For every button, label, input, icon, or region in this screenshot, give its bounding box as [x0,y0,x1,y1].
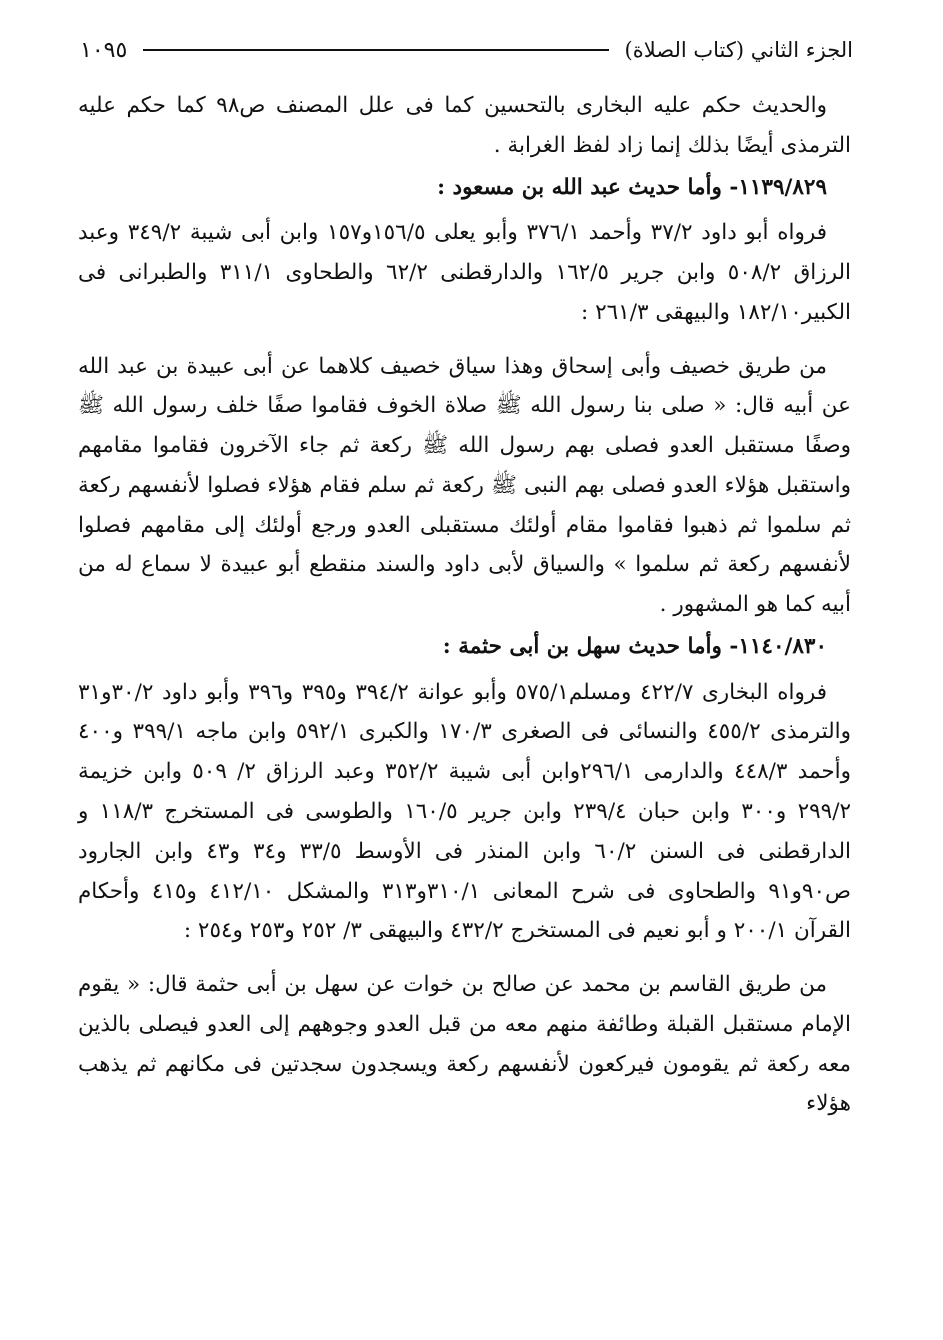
running-header [80,30,853,70]
paragraph: والحديث حكم عليه البخارى بالتحسين كما فى علل المصنف ص٩٨ كما حكم عليه الترمذى أيضًا بذلك إنما زاد لفظ الغرابة . [78,93,851,158]
page-number: ١٠٩٥ [80,37,128,63]
section-heading: ١١٣٩/٨٢٩- وأما حديث عبد الله بن مسعود : [437,174,827,200]
header-rule [143,49,608,51]
page-body [78,86,851,1126]
running-title: الجزء الثاني (كتاب الصلاة) [624,38,853,62]
paragraph: من طريق القاسم بن محمد عن صالح بن خوات عن سهل بن أبى حثمة قال: « يقوم الإمام مستقبل القبلة وطائفة منهم معه من قبل العدو وجوههم إلى العدو فيصلى بالذين معه ركعة ثم يقومون فيركعون لأنفسهم ركعة ويسجدون سجدتين فى مكانهم ثم يذهب هؤلاء [78,972,851,1117]
paragraph: من طريق خصيف وأبى إسحاق وهذا سياق خصيف كلاهما عن أبى عبيدة بن عبد الله عن أبيه قال: « صلى بنا رسول الله ﷺ صلاة الخوف فقاموا صفًا خلف رسول الله ﷺ وصفًا مستقبل العدو فصلى بهم رسول الله ﷺ ركعة ثم جاء الآخرون فقاموا مقامهم واستقبل هؤلاء العدو فصلى بهم النبى ﷺ ركعة ثم سلم فقام هؤلاء فصلوا لأنفسهم ركعة ثم سلموا ثم ذهبوا فقاموا مقام أولئك مستقبلى العدو ورجع أولئك إلى مقامهم فصلوا لأنفسهم ركعة ثم سلموا » والسياق لأبى داود والسند منقطع أبو عبيدة لا سماع له من أبيه كما هو المشهور . [78,353,851,618]
section-heading: ١١٤٠/٨٣٠- وأما حديث سهل بن أبى حثمة : [442,633,827,659]
paragraph: فرواه أبو داود ٣٧/٢ وأحمد ٣٧٦/١ وأبو يعلى ١٥٦/٥و١٥٧ وابن أبى شيبة ٣٤٩/٢ وعبد الرزاق ٥٠٨/٢ وابن جرير ١٦٢/٥ والدارقطنى ٦٢/٢ والطحاوى ٣١١/١ والطبرانى فى الكبير١٨٢/١٠ والبيهقى ٢٦١/٣ : [78,220,851,325]
paragraph: فرواه البخارى ٤٢٢/٧ ومسلم٥٧٥/١ وأبو عوانة ٣٩٤/٢ و٣٩٥ و٣٩٦ وأبو داود ٣٠/٢و٣١ والترمذى ٤٥٥/٢ والنسائى فى الصغرى ١٧٠/٣ والكبرى ٥٩٢/١ وابن ماجه ٣٩٩/١ و٤٠٠ وأحمد ٤٤٨/٣ والدارمى ٢٩٦/١وابن أبى شيبة ٣٥٢/٢ وعبد الرزاق ٢/ ٥٠٩ وابن خزيمة ٢٩٩/٢ و٣٠٠ وابن حبان ٢٣٩/٤ وابن جرير ١٦٠/٥ والطوسى فى المستخرج ١١٨/٣ و الدارقطنى فى السنن ٦٠/٢ وابن المنذر فى الأوسط ٣٣/٥ و٣٤ و٤٣ وابن الجارود ص٩٠و٩١ والطحاوى فى شرح المعانى ٣١٠/١و٣١٣ والمشكل ٤١٢/١٠ و٤١٥ وأحكام القرآن ٢٠٠/١ و أبو نعيم فى المستخرج ٤٣٢/٢ والبيهقى ٣/ ٢٥٢ و٢٥٣ و٢٥٤ : [78,679,852,944]
